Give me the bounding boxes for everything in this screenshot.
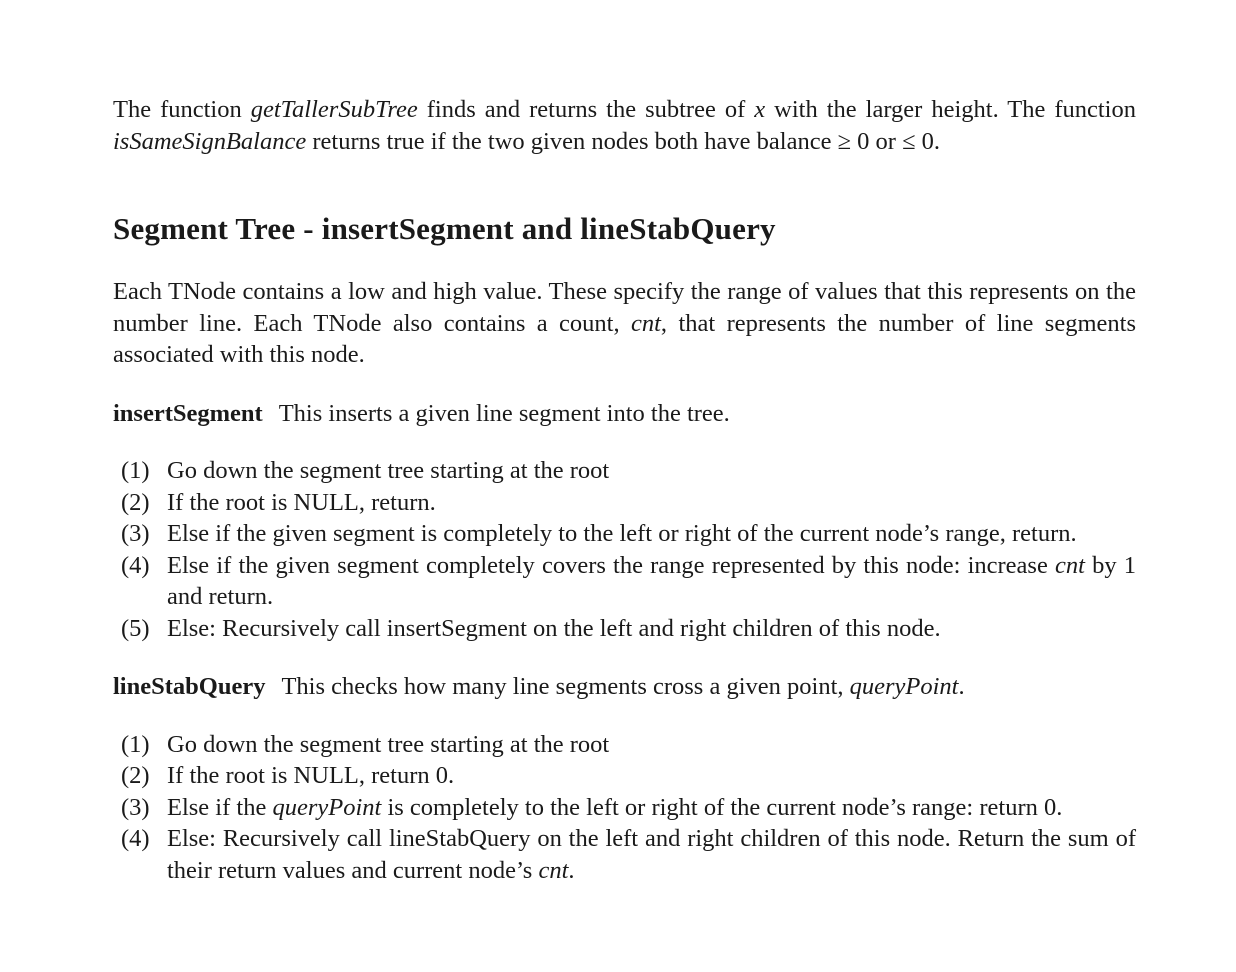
function-name-issamesignbalance: isSameSignBalance — [113, 127, 307, 155]
intro-text: finds and returns the subtree of — [417, 96, 755, 123]
step-number: (5) — [121, 614, 150, 642]
linestabquery-summary: . — [958, 673, 965, 700]
step-number: (4) — [121, 825, 150, 852]
step-text: Else: Recursively call insertSegment on the left and right children of this node. — [167, 614, 941, 642]
list-item — [113, 613, 1136, 645]
description-text: , that represents the number of line segments associated with this node. — [113, 309, 1136, 368]
list-item — [113, 729, 1136, 761]
document-page — [113, 94, 1136, 886]
description-text: Each TNode contains a low and high value. These specify the range of values that this represents on the number line. Each TNode also contains a count, — [113, 278, 1136, 337]
step-number: (2) — [121, 488, 150, 516]
intro-text: The function — [113, 96, 251, 123]
variable-cnt: cnt — [1054, 551, 1085, 579]
step-text: Go down the segment tree starting at the root — [167, 457, 610, 484]
insertsegment-steps — [113, 455, 1136, 644]
linestabquery-title: lineStabQuery — [113, 673, 266, 700]
step-text: Else if the — [167, 793, 273, 821]
step-number: (1) — [121, 730, 150, 758]
step-number: (3) — [121, 793, 150, 821]
step-text: Else if the given segment completely covers the range represented by this node: increase — [167, 551, 1055, 579]
list-item — [113, 487, 1136, 519]
linestabquery-steps — [113, 729, 1136, 887]
variable-querypoint: queryPoint — [849, 673, 959, 700]
function-name-gettallersubtree: getTallerSubTree — [250, 96, 418, 123]
step-text: If the root is NULL, return 0. — [167, 762, 455, 789]
variable-cnt: cnt — [630, 309, 661, 337]
step-number: (1) — [121, 457, 150, 484]
step-text: Go down the segment tree starting at the root — [167, 730, 610, 758]
list-item — [113, 550, 1136, 613]
linestabquery-summary: This checks how many line segments cross a given point, — [281, 673, 850, 700]
section-heading: Segment Tree - insertSegment and lineStabQuery — [113, 211, 776, 246]
step-text: by 1 and return. — [167, 551, 1136, 610]
variable-querypoint: queryPoint — [272, 793, 382, 821]
intro-text: returns true if the two given nodes both have balance ≥ 0 or ≤ 0. — [306, 127, 941, 155]
step-text: is completely to the left or right of the current node’s range: return 0. — [381, 793, 1063, 821]
step-number: (3) — [121, 520, 150, 547]
linestabquery-paragraph — [113, 671, 1136, 703]
step-number: (2) — [121, 762, 150, 789]
list-item — [113, 455, 1136, 487]
variable-x: x — [754, 96, 766, 123]
insertsegment-title: insertSegment — [113, 399, 263, 427]
step-text: Else if the given segment is completely to the left or right of the current node’s range, return. — [167, 520, 1077, 547]
intro-paragraph — [113, 94, 1136, 157]
list-item — [113, 792, 1136, 824]
insertsegment-paragraph — [113, 398, 1136, 430]
step-text: . — [568, 856, 575, 884]
insertsegment-summary: This inserts a given line segment into the tree. — [278, 399, 730, 427]
list-item — [113, 823, 1136, 886]
list-item — [113, 518, 1136, 550]
step-text: Else: Recursively call lineStabQuery on the left and right children of this node. Return the sum of their return values and current node’s — [167, 825, 1136, 884]
tnode-description — [113, 276, 1136, 371]
intro-text: with the larger height. The function — [765, 96, 1136, 123]
list-item — [113, 760, 1136, 792]
step-number: (4) — [121, 551, 150, 579]
step-text: If the root is NULL, return. — [167, 488, 436, 516]
variable-cnt: cnt — [538, 856, 569, 884]
